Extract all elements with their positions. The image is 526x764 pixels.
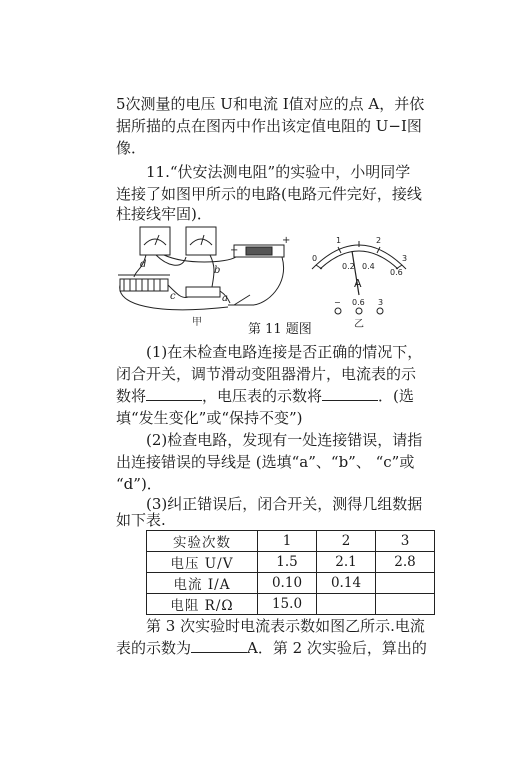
dial-arc xyxy=(312,245,406,269)
question-11-title: 11.“伏安法测电阻”的实验中，小明同学 xyxy=(146,163,411,181)
wire-label-c: c xyxy=(170,291,176,302)
terminal-0.6 xyxy=(356,308,362,314)
table-cell: 2.1 xyxy=(317,552,376,573)
text-fragment: 表的示数为 xyxy=(116,639,192,657)
battery-plus: + xyxy=(282,235,291,246)
figure-label-jia: 甲 xyxy=(192,317,202,328)
table-header-cell: 3 xyxy=(376,531,435,552)
tick-1: 1 xyxy=(336,236,342,245)
text-line: 像． xyxy=(116,139,147,157)
text-fragment: ，电压表的示数将 xyxy=(202,387,323,405)
text-line: 如下表. xyxy=(116,511,166,529)
battery-minus: − xyxy=(230,245,239,256)
table-cell xyxy=(376,594,435,615)
resistor xyxy=(186,287,220,297)
answer-blank-current[interactable] xyxy=(191,638,247,653)
table-row xyxy=(147,573,435,594)
table-cell: 电流 I/A xyxy=(147,573,258,594)
text-line: “d”)． xyxy=(116,475,162,493)
table-cell xyxy=(376,573,435,594)
tick-0.6: 0.6 xyxy=(390,268,403,277)
text-line: 据所描的点在图丙中作出该定值电阻的 U−I图 xyxy=(116,117,422,135)
table-header-cell: 1 xyxy=(258,531,317,552)
text-line: 出连接错误的导线是 (选填“a”、“b”、 “c”或 xyxy=(116,453,415,471)
ammeter-box xyxy=(140,227,170,255)
figure-caption: 第 11 题图 xyxy=(248,322,312,337)
text-line: 连接了如图甲所示的电路(电路元件完好，接线 xyxy=(116,185,422,203)
tick-0: 0 xyxy=(312,254,318,263)
table-header-cell: 实验次数 xyxy=(147,531,258,552)
table-cell xyxy=(317,594,376,615)
table-cell: 2.8 xyxy=(376,552,435,573)
rheostat xyxy=(120,279,168,291)
table-cell: 1.5 xyxy=(258,552,317,573)
text-line: 5次测量的电压 U和电流 I值对应的点 A，并依 xyxy=(116,95,425,113)
wire-right xyxy=(252,257,284,305)
data-table xyxy=(146,530,435,615)
terminal-label-3: 3 xyxy=(378,298,384,307)
text-fragment: 数将 xyxy=(116,387,147,405)
wire-top xyxy=(164,255,236,262)
ammeter-unit: A xyxy=(354,277,362,290)
text-line: 柱接线牢固)． xyxy=(116,205,212,223)
terminal-minus xyxy=(335,308,341,314)
wire-label-a: a xyxy=(222,293,228,304)
table-cell: 15.0 xyxy=(258,594,317,615)
terminal-label-minus: − xyxy=(334,298,341,307)
text-line: 填“发生变化”或“保持不变”) xyxy=(116,409,303,427)
answer-blank-ammeter[interactable] xyxy=(146,386,202,401)
table-cell: 0.14 xyxy=(317,573,376,594)
table-row xyxy=(147,531,435,552)
terminal-3 xyxy=(377,308,383,314)
table-cell: 电压 U/V xyxy=(147,552,258,573)
part-1-blanks-line xyxy=(116,386,416,406)
text-line: 闭合开关，调节滑动变阻器滑片，电流表的示 xyxy=(116,365,417,383)
terminal-label-0.6: 0.6 xyxy=(352,298,365,307)
tick-0.2: 0.2 xyxy=(342,262,355,271)
table-cell: 0.10 xyxy=(258,573,317,594)
part-3-blank-line xyxy=(116,638,427,658)
tick-3: 3 xyxy=(402,254,408,263)
text-fragment: A．第 2 次实验后，算出的 xyxy=(247,639,427,657)
tick-2: 2 xyxy=(376,236,382,245)
figure-label-yi: 乙 xyxy=(354,319,364,330)
table-cell: 电阻 R/Ω xyxy=(147,594,258,615)
answer-blank-voltmeter[interactable] xyxy=(322,386,378,401)
table-row xyxy=(147,552,435,573)
table-header-cell: 2 xyxy=(317,531,376,552)
wire-label-d: d xyxy=(140,259,147,270)
part-2-line: (2)检查电路，发现有一处连接错误，请指 xyxy=(146,431,423,449)
part-3-line: (3)纠正错误后，闭合开关，测得几组数据 xyxy=(146,495,423,513)
wire-label-b: b xyxy=(214,265,221,276)
voltmeter-box xyxy=(186,227,216,255)
part-1-line: (1)在未检查电路连接是否正确的情况下， xyxy=(146,343,423,361)
tick-0.4: 0.4 xyxy=(362,262,375,271)
table-row xyxy=(147,594,435,615)
switch-blade xyxy=(234,295,250,305)
part-3-reading-line: 第 3 次实验时电流表示数如图乙所示.电流 xyxy=(146,617,425,635)
text-fragment: ．(选 xyxy=(378,387,414,405)
